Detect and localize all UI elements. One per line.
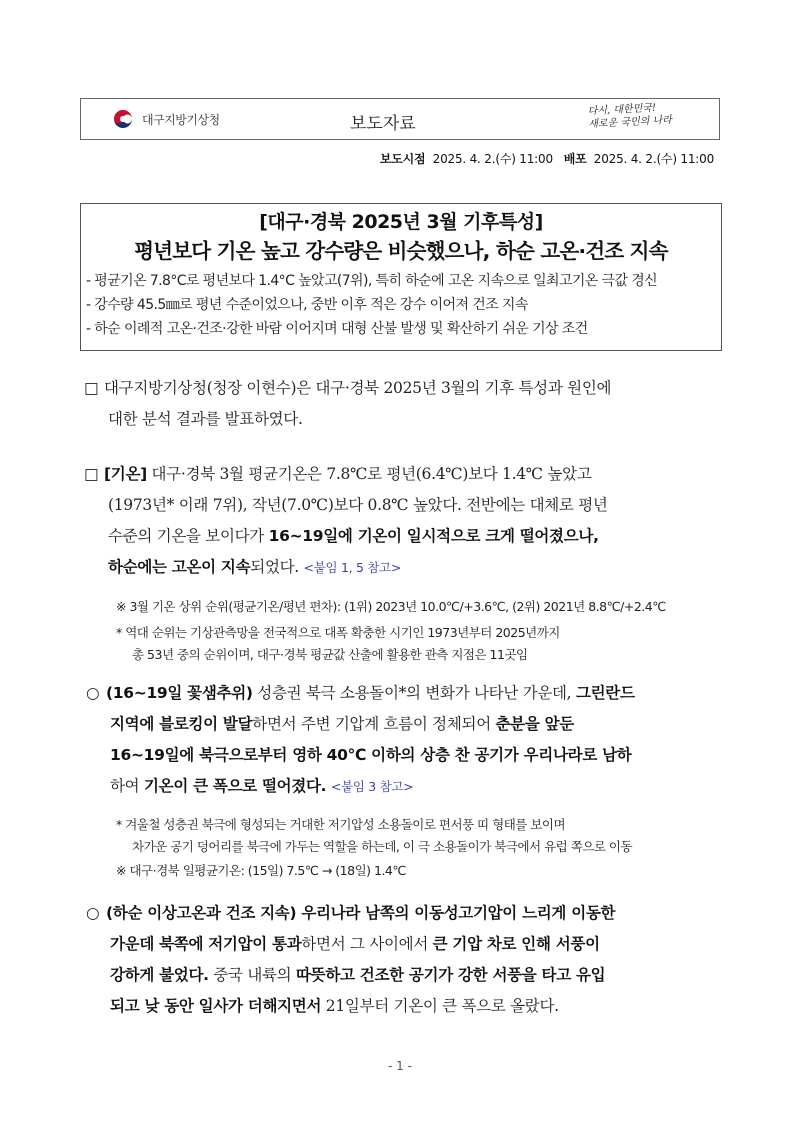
footnote: ※ 대구·경북 일평균기온: (15일) 7.5℃ → (18일) 1.4℃: [116, 863, 406, 878]
release-time: 2025. 4. 2.(수) 11:00: [432, 152, 553, 166]
checkbox-bullet-icon: □: [84, 379, 99, 397]
release-label: 보도시점: [379, 152, 426, 166]
intro-paragraph: □ 대구지방기상청(청장 이현수)은 대구·경북 2025년 3월의 기후 특성과 원인에 대한 분석 결과를 발표하였다.: [84, 373, 724, 435]
summary-bullet: - 하순 이례적 고온·건조·강한 바람 이어지며 대형 산불 발생 및 확산하기 쉬운 기상 조건: [86, 321, 588, 337]
section-tag: [기온]: [104, 465, 147, 483]
summary-bullet: - 평균기온 7.8°C로 평년보다 1.4°C 높았고(7위), 특히 하순에 고온 지속으로 일최고기온 극값 경신: [86, 273, 658, 289]
distribution-time: 2025. 4. 2.(수) 11:00: [593, 152, 714, 166]
checkbox-bullet-icon: □: [84, 465, 99, 483]
footnote: 차가운 공기 덩어리를 북극에 가두는 역할을 하는데, 이 극 소용돌이가 북극에서 유럽 쪽으로 이동: [132, 839, 633, 854]
circle-bullet-icon: ○: [86, 684, 100, 702]
temperature-paragraph: □ [기온] 대구·경북 3월 평균기온은 7.8℃로 평년(6.4℃)보다 1.4℃ 높았고 (1973년* 이래 7위), 작년(7.0℃)보다 0.8℃ 높았다. 전반에는 대체로 평년 수준의 기온을 보이다가 16~19일에 기온이 일시적으로 크게 떨어졌으나, 하순에는 고온이 지속되었다. <붙임 1, 5 참고>: [84, 459, 724, 583]
korea-government-logo-icon: [112, 108, 134, 130]
attachment-reference-link[interactable]: <붙임 3 참고>: [330, 779, 414, 794]
summary-title: [대구·경북 2025년 3월 기후특성]: [259, 211, 543, 233]
footnote: * 역대 순위는 기상관측망을 전국적으로 대폭 확충한 시기인 1973년부터 2025년까지: [116, 625, 560, 640]
section-tag: (16~19일 꽃샘추위): [106, 684, 253, 702]
release-info: [380, 150, 714, 167]
org-name: 대구지방기상청: [142, 113, 220, 127]
circle-bullet-icon: ○: [86, 904, 100, 922]
distribution-label: 배포: [563, 152, 587, 166]
attachment-reference-link[interactable]: <붙임 1, 5 참고>: [303, 560, 401, 575]
slogan-line-2: 새로운 국민의 나라: [588, 114, 673, 131]
slogan-line-1: 다시, 대한민국!: [587, 102, 657, 118]
footnote: * 겨울철 성층권 북극에 형성되는 거대한 저기압성 소용돌이로 편서풍 띠 형태를 보이며: [116, 817, 566, 832]
summary-bullet: - 강수량 45.5㎜로 평년 수준이었으나, 중반 이후 적은 강수 이어져 건조 지속: [86, 297, 528, 313]
footnote: 총 53년 중의 순위이며, 대구·경북 평균값 산출에 활용한 관측 지점은 11곳임: [132, 647, 528, 662]
late-heat-paragraph: ○ (하순 이상고온과 건조 지속) 우리나라 남쪽의 이동성고기압이 느리게 이동한 가운데 북쪽에 저기압이 통과하면서 그 사이에서 큰 기압 차로 인해 서풍이 강하게 불었다. 중국 내륙의 따뜻하고 건조한 공기가 강한 서풍을 타고 유입 되고 낮 동안 일사가 더해지면서 21일부터 기온이 큰 폭으로 올랐다.: [86, 898, 726, 1022]
summary-headline: 평년보다 기온 높고 강수량은 비슷했으나, 하순 고온·건조 지속: [134, 239, 668, 263]
doc-type-title: 보도자료: [350, 114, 416, 134]
footnote: ※ 3월 기온 상위 순위(평균기온/평년 편차): (1위) 2023년 10.0℃/+3.6℃, (2위) 2021년 8.8℃/+2.4℃: [116, 599, 666, 614]
section-tag: (하순 이상고온과 건조 지속): [106, 904, 297, 922]
page-number: - 1 -: [388, 1059, 412, 1073]
slogan: [587, 101, 672, 131]
cold-spell-paragraph: ○ (16~19일 꽃샘추위) 성층권 북극 소용돌이*의 변화가 나타난 가운데, 그린란드 지역에 블로킹이 발달하면서 주변 기압계 흐름이 정체되어 춘분을 앞둔 16~19일에 북극으로부터 영하 40℃ 이하의 상층 찬 공기가 우리나라로 남하 하여 기온이 큰 폭으로 떨어졌다. <붙임 3 참고>: [86, 678, 726, 802]
